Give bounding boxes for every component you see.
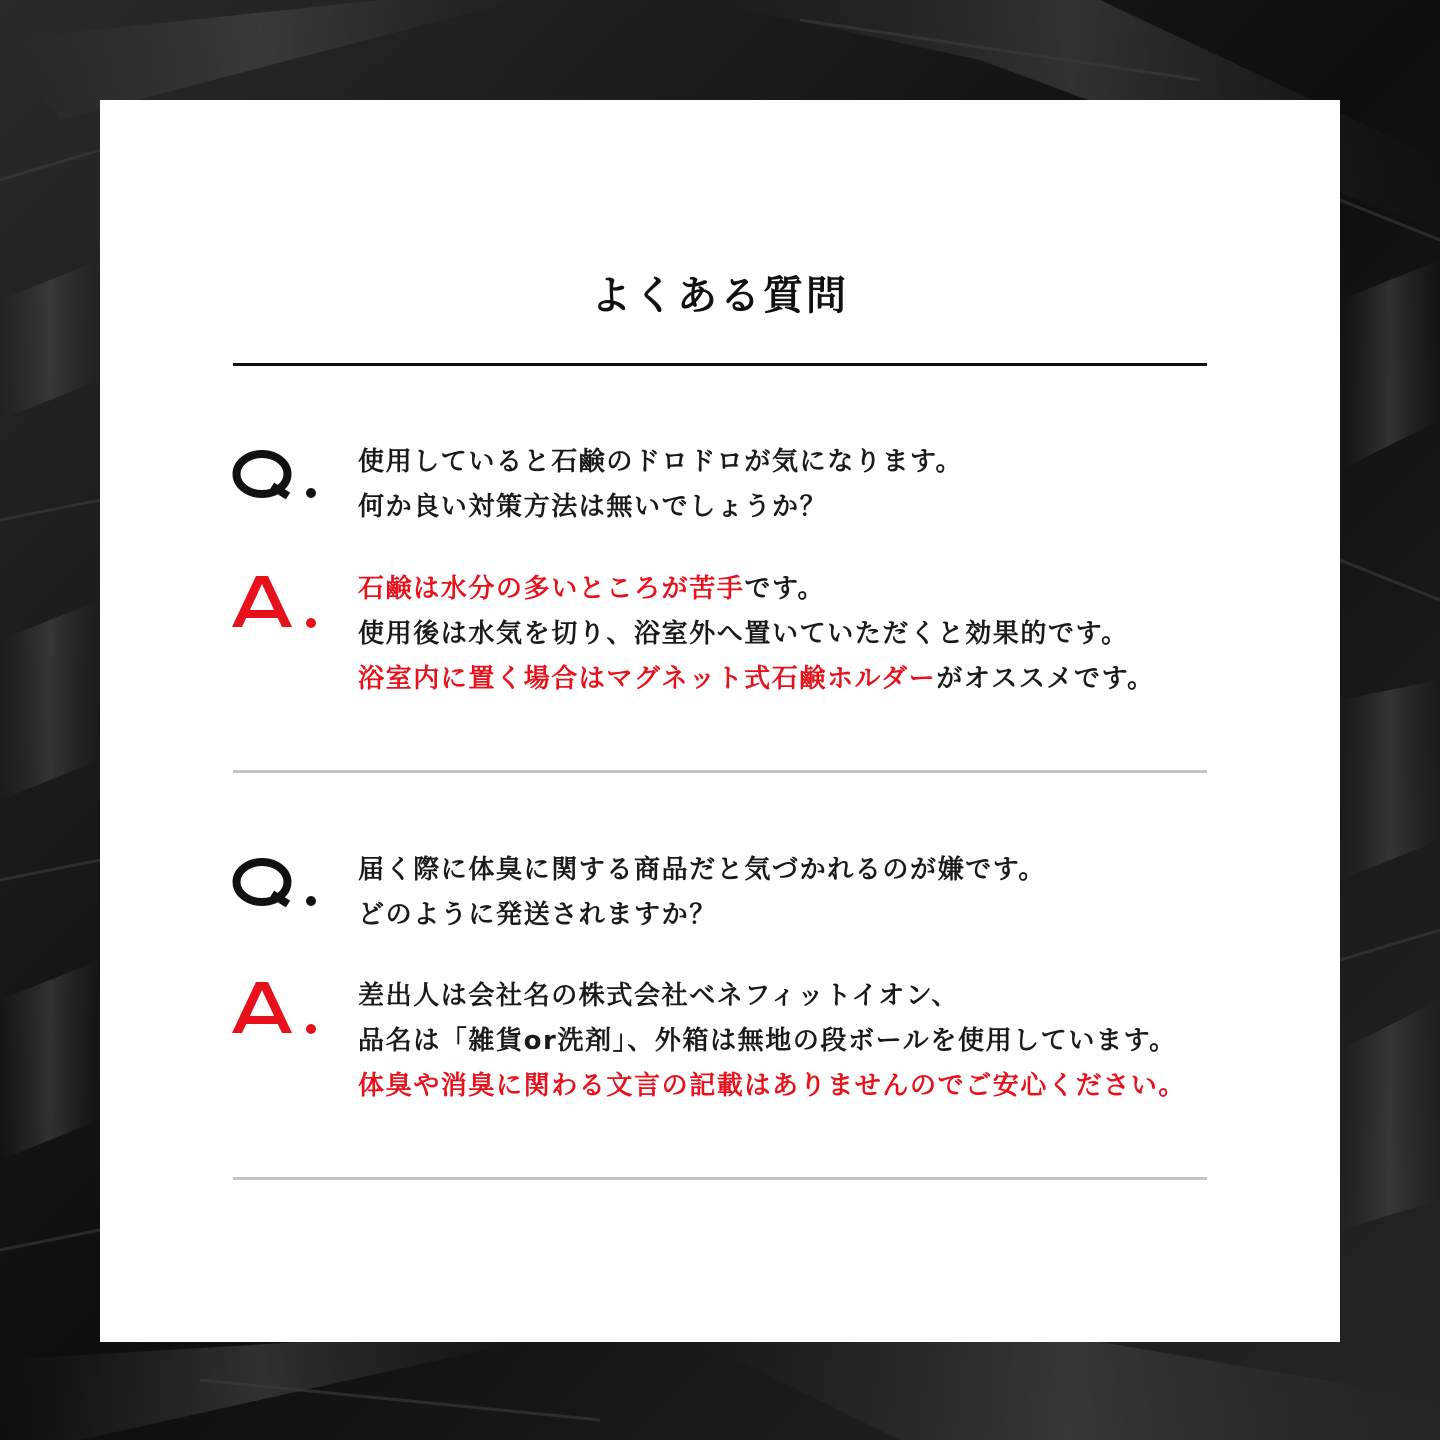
question-line: 届く際に体臭に関する商品だと気づかれるのが嫌です。 [358,855,1046,885]
answer-line: 使用後は水気を切り、浴室外へ置いていただくと効果的です。 [358,619,1129,649]
answer-highlight: 体臭や消臭に関わる文言の記載はありませんのでご安心ください。 [358,1071,1187,1101]
answer-text: です。 [744,574,826,604]
question-mark-icon [232,856,322,926]
answer-line: 品名は「雑貨or洗剤」、外箱は無地の段ボールを使用しています。 [358,1026,1177,1056]
faq-divider [233,1177,1207,1180]
answer-mark-icon [232,978,322,1048]
answer-line [358,657,1218,702]
faq-question-1 [358,440,1218,530]
faq-answer-2 [358,974,1218,1109]
answer-text: がオススメです。 [936,664,1155,694]
faq-question-2 [358,848,1218,938]
answer-mark-icon [232,572,322,642]
answer-line: 差出人は会社名の株式会社ベネフィットイオン、 [358,981,959,1011]
answer-line [358,567,1218,612]
answer-highlight: 石鹸は水分の多いところが苦手 [358,574,745,604]
page-title: よくある質問 [591,273,849,319]
question-line: 何か良い対策方法は無いでしょうか？ [358,492,828,522]
question-line: どのように発送されますか？ [358,900,717,930]
faq-answer-1 [358,567,1218,702]
title-divider [233,363,1207,366]
faq-divider [233,770,1207,773]
answer-highlight: 浴室内に置く場合はマグネット式石鹸ホルダー [358,664,937,694]
question-mark-icon [232,448,322,518]
question-line: 使用していると石鹸のドロドロが気になります。 [358,447,964,477]
